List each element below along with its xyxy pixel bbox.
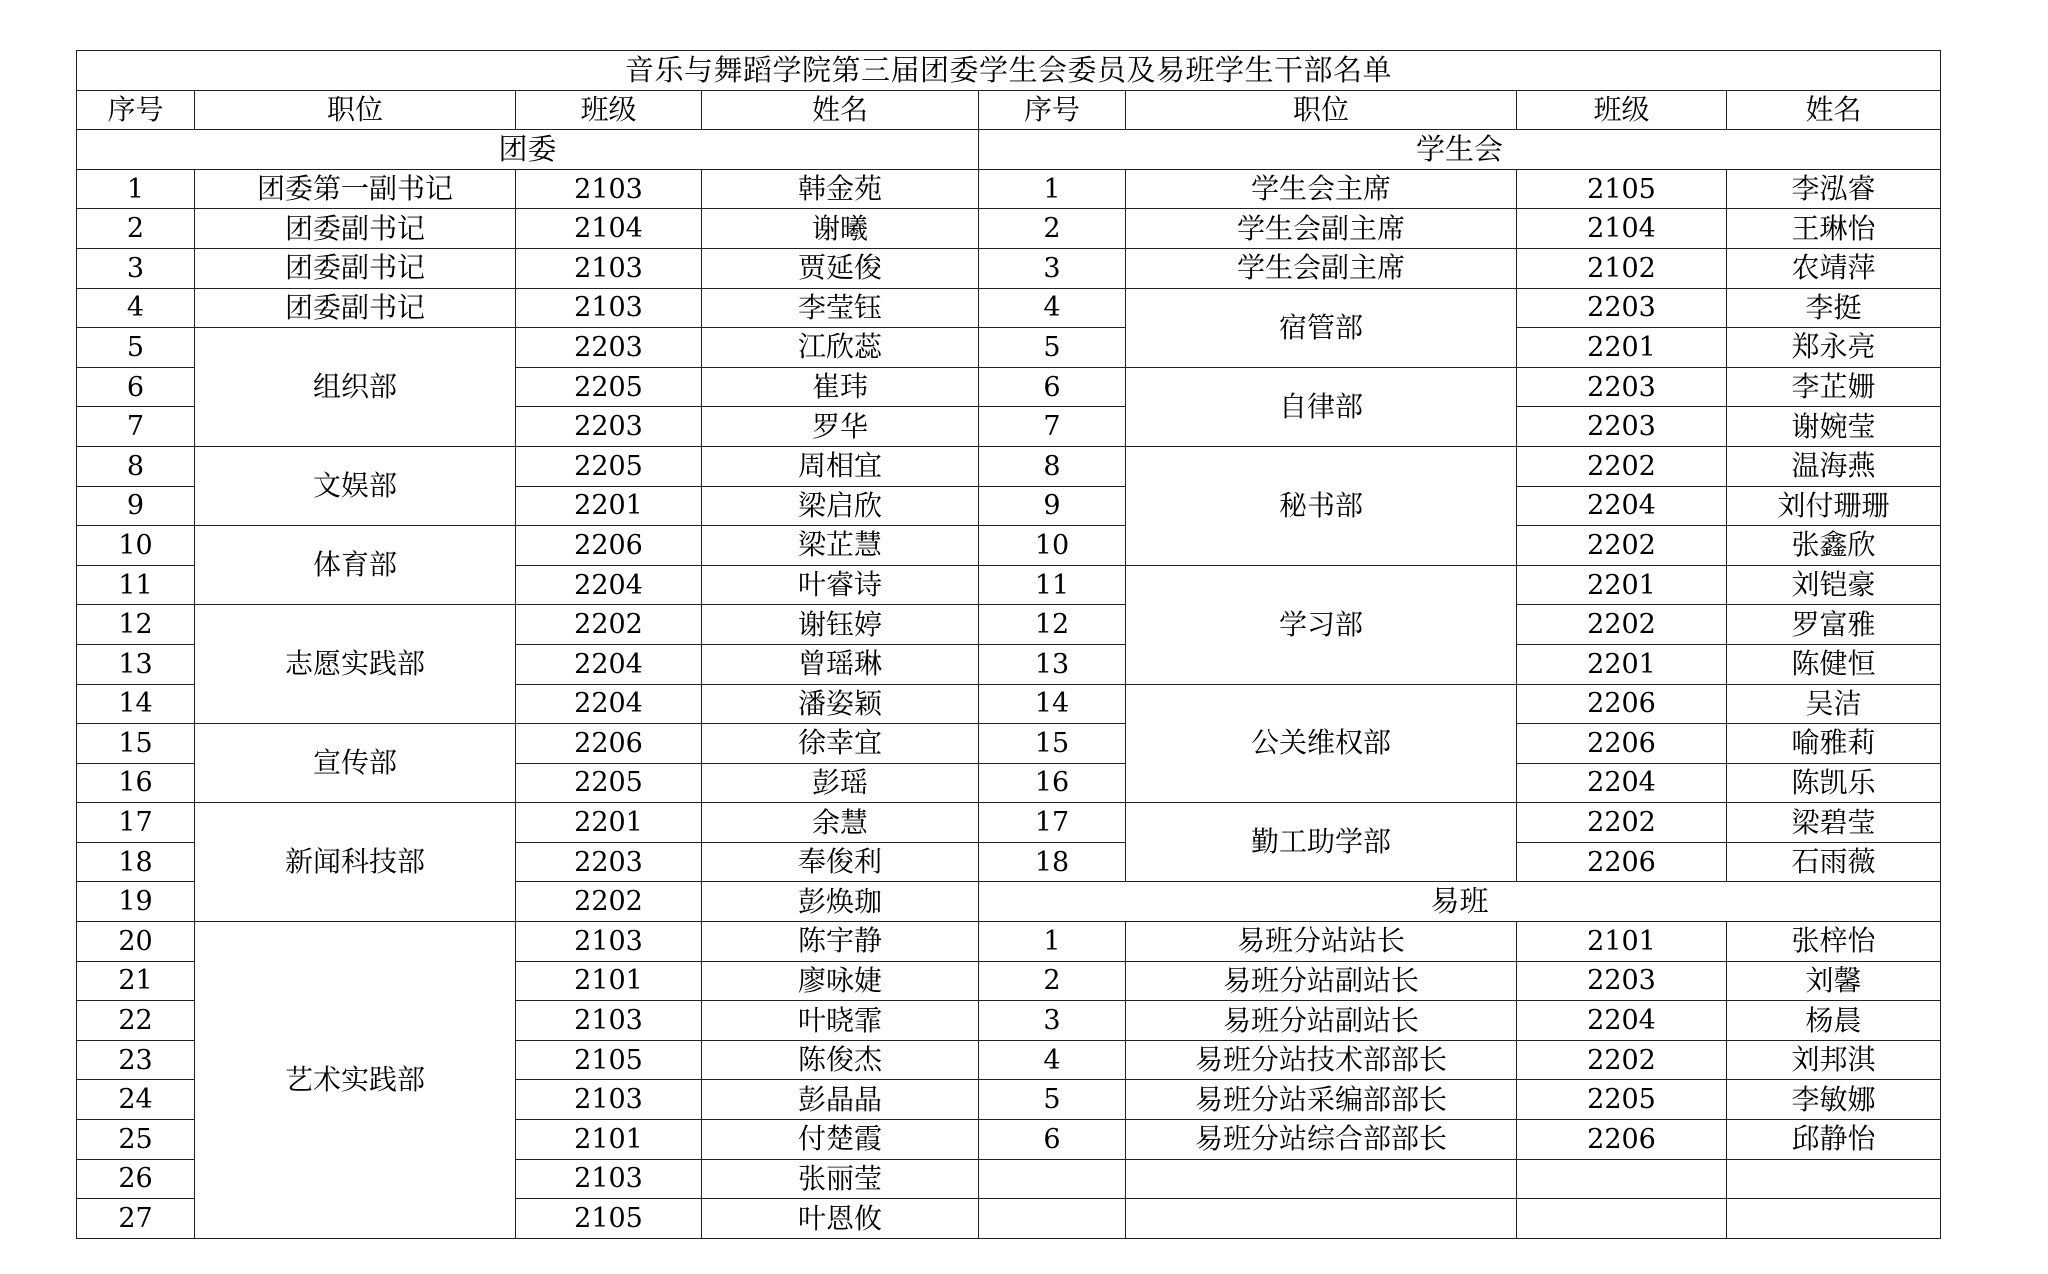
xueshenghui-position: 学生会副主席 [1126,209,1517,249]
xueshenghui-class: 2202 [1517,803,1727,843]
tuanwei-name: 余慧 [702,803,979,843]
tuanwei-name: 韩金苑 [702,169,979,209]
tuanwei-no: 22 [77,1001,195,1041]
tuanwei-name: 张丽莹 [702,1159,979,1199]
empty-cell [1517,1159,1727,1199]
xueshenghui-no: 17 [979,803,1126,843]
yiban-name: 邱静怡 [1727,1120,1941,1160]
tuanwei-no: 17 [77,803,195,843]
tuanwei-class: 2203 [516,842,702,882]
tuanwei-no: 1 [77,169,195,209]
xueshenghui-name: 农靖萍 [1727,248,1941,288]
xueshenghui-class: 2201 [1517,565,1727,605]
yiban-name: 刘邦淇 [1727,1040,1941,1080]
tuanwei-class: 2103 [516,169,702,209]
tuanwei-name: 罗华 [702,407,979,447]
xueshenghui-name: 温海燕 [1727,446,1941,486]
tuanwei-name: 谢钰婷 [702,605,979,645]
tuanwei-no: 10 [77,526,195,566]
tuanwei-no: 14 [77,684,195,724]
xueshenghui-class: 2202 [1517,446,1727,486]
yiban-name: 杨晨 [1727,1001,1941,1041]
tuanwei-class: 2103 [516,248,702,288]
tuanwei-no: 27 [77,1199,195,1239]
xueshenghui-no: 2 [979,209,1126,249]
tuanwei-position: 团委第一副书记 [195,169,516,209]
tuanwei-name: 梁启欣 [702,486,979,526]
header-no-left: 序号 [77,90,195,130]
tuanwei-no: 2 [77,209,195,249]
xueshenghui-class: 2105 [1517,169,1727,209]
empty-cell [1727,1159,1941,1199]
xueshenghui-name: 吴洁 [1727,684,1941,724]
tuanwei-no: 7 [77,407,195,447]
tuanwei-position: 团委副书记 [195,248,516,288]
header-position-right: 职位 [1126,90,1517,130]
xueshenghui-position: 公关维权部 [1126,684,1517,803]
xueshenghui-no: 3 [979,248,1126,288]
tuanwei-name: 崔玮 [702,367,979,407]
xueshenghui-class: 2102 [1517,248,1727,288]
empty-cell [979,1159,1126,1199]
tuanwei-name: 付楚霞 [702,1120,979,1160]
yiban-position: 易班分站技术部部长 [1126,1040,1517,1080]
xueshenghui-class: 2206 [1517,684,1727,724]
tuanwei-name: 叶恩攸 [702,1199,979,1239]
tuanwei-no: 23 [77,1040,195,1080]
tuanwei-name: 江欣蕊 [702,328,979,368]
xueshenghui-position: 宿管部 [1126,288,1517,367]
tuanwei-name: 陈宇静 [702,922,979,962]
xueshenghui-name: 张鑫欣 [1727,526,1941,566]
xueshenghui-name: 罗富雅 [1727,605,1941,645]
tuanwei-name: 彭晶晶 [702,1080,979,1120]
yiban-name: 刘馨 [1727,961,1941,1001]
tuanwei-position: 宣传部 [195,724,516,803]
yiban-position: 易班分站综合部部长 [1126,1120,1517,1160]
xueshenghui-class: 2204 [1517,763,1727,803]
tuanwei-no: 12 [77,605,195,645]
table-row [77,248,1941,288]
tuanwei-no: 6 [77,367,195,407]
header-class-right: 班级 [1517,90,1727,130]
xueshenghui-name: 梁碧莹 [1727,803,1941,843]
tuanwei-class: 2101 [516,961,702,1001]
xueshenghui-no: 18 [979,842,1126,882]
xueshenghui-no: 14 [979,684,1126,724]
xueshenghui-name: 李挺 [1727,288,1941,328]
tuanwei-no: 20 [77,922,195,962]
section-row [77,130,1941,170]
xueshenghui-no: 9 [979,486,1126,526]
tuanwei-position: 文娱部 [195,446,516,525]
tuanwei-name: 贾延俊 [702,248,979,288]
section-yiban: 易班 [979,882,1941,922]
tuanwei-name: 周相宜 [702,446,979,486]
tuanwei-class: 2105 [516,1199,702,1239]
table-row [77,446,1941,486]
tuanwei-no: 13 [77,644,195,684]
tuanwei-class: 2201 [516,803,702,843]
header-name-left: 姓名 [702,90,979,130]
xueshenghui-class: 2206 [1517,724,1727,764]
header-position-left: 职位 [195,90,516,130]
yiban-no: 4 [979,1040,1126,1080]
xueshenghui-class: 2104 [1517,209,1727,249]
tuanwei-no: 16 [77,763,195,803]
tuanwei-class: 2103 [516,1159,702,1199]
tuanwei-no: 4 [77,288,195,328]
tuanwei-class: 2203 [516,328,702,368]
tuanwei-class: 2101 [516,1120,702,1160]
tuanwei-position: 体育部 [195,526,516,605]
tuanwei-class: 2103 [516,922,702,962]
tuanwei-no: 11 [77,565,195,605]
xueshenghui-no: 13 [979,644,1126,684]
empty-cell [1517,1199,1727,1239]
tuanwei-class: 2206 [516,724,702,764]
tuanwei-class: 2205 [516,446,702,486]
yiban-no: 5 [979,1080,1126,1120]
tuanwei-class: 2103 [516,288,702,328]
table-row [77,526,1941,566]
tuanwei-name: 奉俊利 [702,842,979,882]
yiban-class: 2204 [1517,1001,1727,1041]
table-row [77,803,1941,843]
xueshenghui-class: 2202 [1517,605,1727,645]
tuanwei-name: 叶晓霏 [702,1001,979,1041]
tuanwei-position: 组织部 [195,328,516,447]
table-row [77,922,1941,962]
xueshenghui-class: 2203 [1517,407,1727,447]
yiban-position: 易班分站站长 [1126,922,1517,962]
table-row [77,328,1941,368]
header-row [77,90,1941,130]
xueshenghui-position: 自律部 [1126,367,1517,446]
xueshenghui-name: 陈健恒 [1727,644,1941,684]
xueshenghui-no: 5 [979,328,1126,368]
header-name-right: 姓名 [1727,90,1941,130]
section-xueshenghui: 学生会 [979,130,1941,170]
tuanwei-name: 梁芷慧 [702,526,979,566]
xueshenghui-name: 刘付珊珊 [1727,486,1941,526]
yiban-class: 2101 [1517,922,1727,962]
table-row [77,169,1941,209]
yiban-class: 2202 [1517,1040,1727,1080]
tuanwei-name: 彭焕珈 [702,882,979,922]
yiban-no: 1 [979,922,1126,962]
table-row [77,209,1941,249]
yiban-name: 张梓怡 [1727,922,1941,962]
xueshenghui-no: 7 [979,407,1126,447]
table-row [77,288,1941,328]
tuanwei-position: 新闻科技部 [195,803,516,922]
tuanwei-name: 曾瑶琳 [702,644,979,684]
tuanwei-position: 团委副书记 [195,288,516,328]
xueshenghui-class: 2206 [1517,842,1727,882]
xueshenghui-name: 陈凯乐 [1727,763,1941,803]
xueshenghui-position: 学生会主席 [1126,169,1517,209]
xueshenghui-class: 2201 [1517,644,1727,684]
tuanwei-class: 2202 [516,605,702,645]
yiban-class: 2206 [1517,1120,1727,1160]
yiban-no: 3 [979,1001,1126,1041]
xueshenghui-class: 2203 [1517,367,1727,407]
tuanwei-class: 2204 [516,684,702,724]
xueshenghui-no: 16 [979,763,1126,803]
tuanwei-no: 15 [77,724,195,764]
tuanwei-no: 25 [77,1120,195,1160]
empty-cell [979,1199,1126,1239]
yiban-no: 2 [979,961,1126,1001]
tuanwei-class: 2202 [516,882,702,922]
tuanwei-class: 2205 [516,367,702,407]
xueshenghui-no: 15 [979,724,1126,764]
xueshenghui-name: 李泓睿 [1727,169,1941,209]
tuanwei-position: 艺术实践部 [195,922,516,1239]
yiban-class: 2203 [1517,961,1727,1001]
xueshenghui-class: 2203 [1517,288,1727,328]
table-title: 音乐与舞蹈学院第三届团委学生会委员及易班学生干部名单 [77,51,1941,91]
xueshenghui-no: 10 [979,526,1126,566]
empty-cell [1727,1199,1941,1239]
xueshenghui-no: 4 [979,288,1126,328]
tuanwei-no: 18 [77,842,195,882]
section-tuanwei: 团委 [77,130,979,170]
tuanwei-name: 叶睿诗 [702,565,979,605]
xueshenghui-no: 11 [979,565,1126,605]
tuanwei-no: 5 [77,328,195,368]
xueshenghui-position: 学习部 [1126,565,1517,684]
xueshenghui-no: 6 [979,367,1126,407]
xueshenghui-name: 李芷姗 [1727,367,1941,407]
tuanwei-name: 谢曦 [702,209,979,249]
table-row [77,605,1941,645]
tuanwei-no: 3 [77,248,195,288]
header-no-right: 序号 [979,90,1126,130]
tuanwei-class: 2103 [516,1080,702,1120]
xueshenghui-class: 2202 [1517,526,1727,566]
xueshenghui-name: 喻雅莉 [1727,724,1941,764]
empty-cell [1126,1199,1517,1239]
tuanwei-no: 26 [77,1159,195,1199]
tuanwei-name: 廖咏婕 [702,961,979,1001]
tuanwei-class: 2205 [516,763,702,803]
tuanwei-class: 2201 [516,486,702,526]
tuanwei-no: 8 [77,446,195,486]
yiban-class: 2205 [1517,1080,1727,1120]
xueshenghui-name: 刘铠豪 [1727,565,1941,605]
xueshenghui-name: 王琳怡 [1727,209,1941,249]
xueshenghui-position: 勤工助学部 [1126,803,1517,882]
tuanwei-no: 9 [77,486,195,526]
tuanwei-class: 2104 [516,209,702,249]
tuanwei-name: 李莹钰 [702,288,979,328]
xueshenghui-name: 郑永亮 [1727,328,1941,368]
xueshenghui-position: 秘书部 [1126,446,1517,565]
tuanwei-no: 24 [77,1080,195,1120]
yiban-position: 易班分站副站长 [1126,1001,1517,1041]
tuanwei-class: 2103 [516,1001,702,1041]
tuanwei-class: 2105 [516,1040,702,1080]
empty-cell [1126,1159,1517,1199]
xueshenghui-no: 8 [979,446,1126,486]
xueshenghui-class: 2201 [1517,328,1727,368]
title-row [77,51,1941,91]
yiban-name: 李敏娜 [1727,1080,1941,1120]
tuanwei-name: 彭瑶 [702,763,979,803]
roster-table [76,50,1941,1239]
xueshenghui-no: 1 [979,169,1126,209]
tuanwei-class: 2203 [516,407,702,447]
xueshenghui-no: 12 [979,605,1126,645]
yiban-position: 易班分站采编部部长 [1126,1080,1517,1120]
tuanwei-name: 徐幸宜 [702,724,979,764]
tuanwei-class: 2204 [516,565,702,605]
tuanwei-position: 志愿实践部 [195,605,516,724]
yiban-position: 易班分站副站长 [1126,961,1517,1001]
xueshenghui-class: 2204 [1517,486,1727,526]
table-row [77,724,1941,764]
tuanwei-no: 21 [77,961,195,1001]
tuanwei-class: 2206 [516,526,702,566]
tuanwei-position: 团委副书记 [195,209,516,249]
xueshenghui-position: 学生会副主席 [1126,248,1517,288]
tuanwei-name: 潘姿颖 [702,684,979,724]
tuanwei-name: 陈俊杰 [702,1040,979,1080]
yiban-no: 6 [979,1120,1126,1160]
header-class-left: 班级 [516,90,702,130]
tuanwei-no: 19 [77,882,195,922]
tuanwei-class: 2204 [516,644,702,684]
xueshenghui-name: 石雨薇 [1727,842,1941,882]
xueshenghui-name: 谢婉莹 [1727,407,1941,447]
